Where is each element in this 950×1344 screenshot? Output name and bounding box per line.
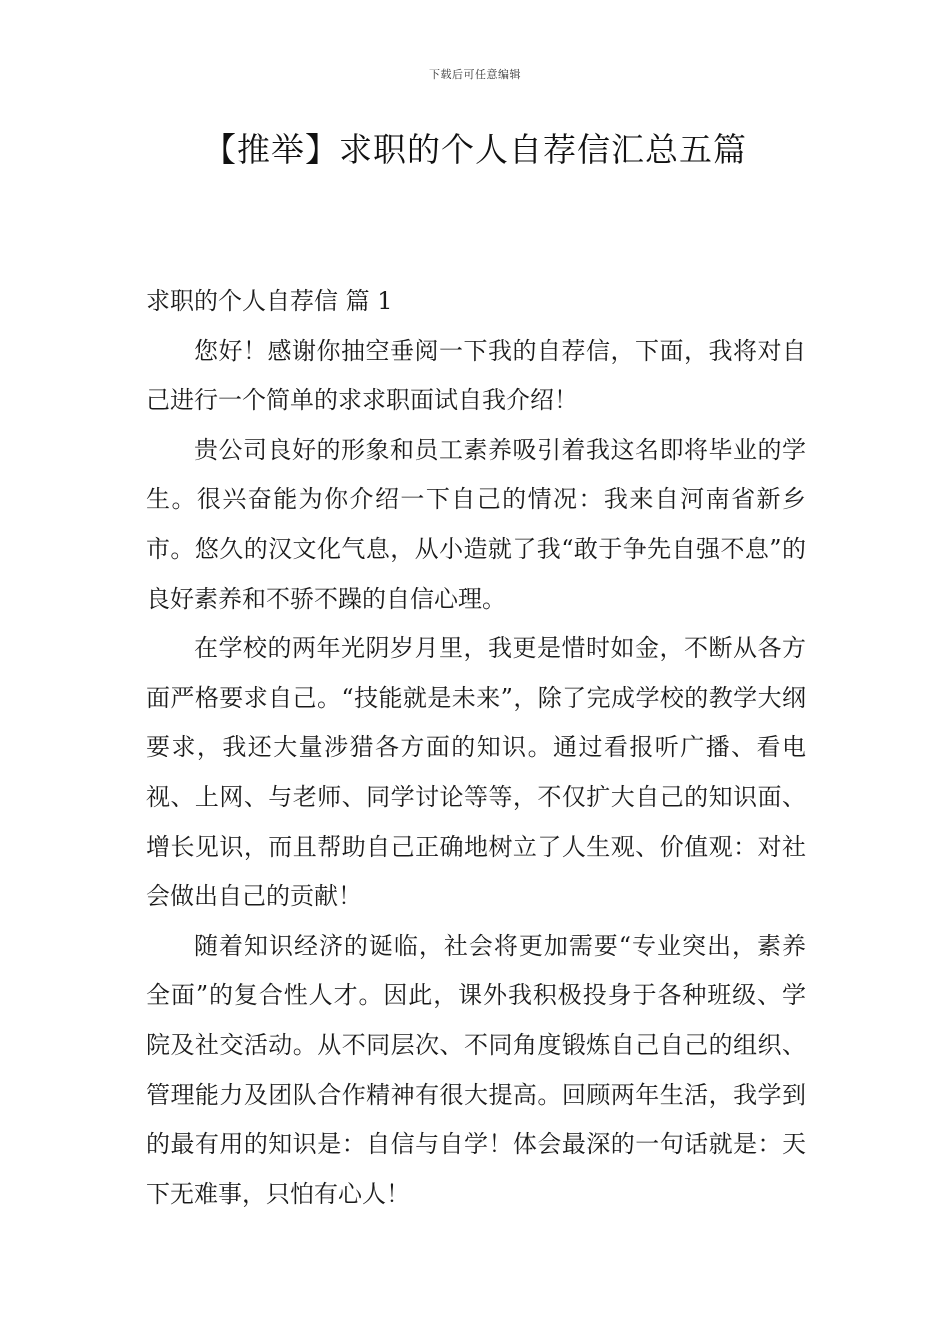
paragraph-activities: 随着知识经济的诞临，社会将更加需要“专业突出，素养全面”的复合性人才。因此，课外我积极投身于各种班级、学院及社交活动。从不同层次、不同角度锻炼自己自己的组织、管理能力及团队合作精神有很大提高。回顾两年生活，我学到的最有用的知识是：自信与自学！体会最深的一句话就是：天下无难事，只怕有心人！	[146, 931, 806, 1208]
document-body	[146, 277, 806, 1219]
paragraph-background: 贵公司良好的形象和员工素养吸引着我这名即将毕业的学生。很兴奋能为你介绍一下自己的情况：我来自河南省新乡市。悠久的汉文化气息，从小造就了我“敢于争先自强不息”的良好素养和不骄不躁的自信心理。	[146, 435, 806, 613]
document-title: 【推举】求职的个人自荐信汇总五篇	[203, 130, 747, 169]
header-note: 下载后可任意编辑	[429, 68, 521, 81]
section-heading: 求职的个人自荐信 篇 1	[146, 287, 393, 315]
paragraph-study: 在学校的两年光阴岁月里，我更是惜时如金，不断从各方面严格要求自己。“技能就是未来”，除了完成学校的教学大纲要求，我还大量涉猎各方面的知识。通过看报听广播、看电视、上网、与老师、同学讨论等等，不仅扩大自己的知识面、增长见识，而且帮助自己正确地树立了人生观、价值观：对社会做出自己的贡献！	[146, 634, 806, 911]
paragraph-greeting: 您好！感谢你抽空垂阅一下我的自荐信，下面，我将对自己进行一个简单的求求职面试自我介绍！	[146, 336, 806, 415]
